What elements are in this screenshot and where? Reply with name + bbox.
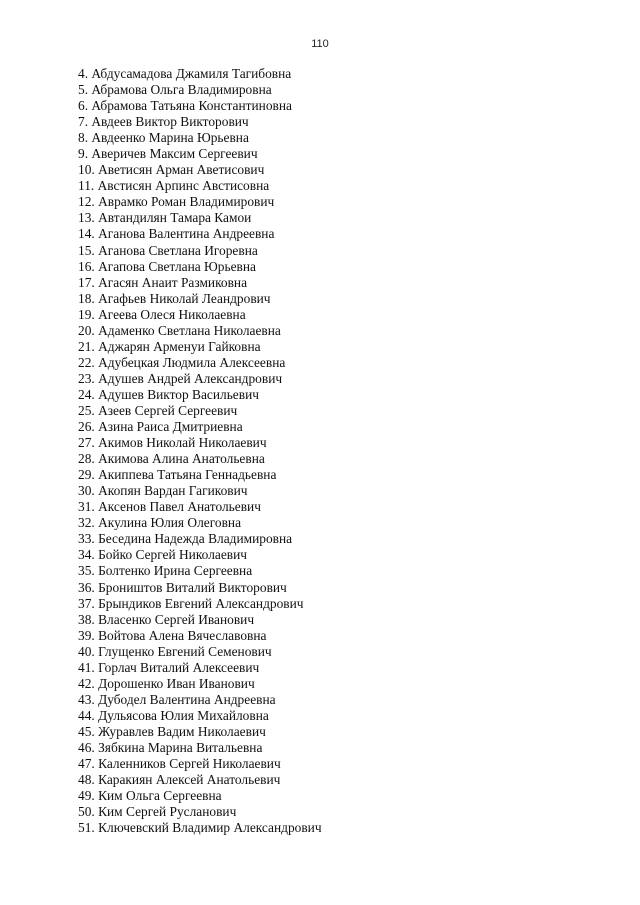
- list-item: 9. Аверичев Максим Сергеевич: [78, 146, 258, 162]
- list-item: 22. Адубецкая Людмила Алексеевна: [78, 354, 286, 370]
- list-item: 28. Акимова Алина Анатольевна: [78, 451, 265, 467]
- list-item: 41. Горлач Виталий Алексеевич: [78, 659, 260, 675]
- list-item: 14. Аганова Валентина Андреевна: [78, 226, 275, 242]
- list-item: 29. Акиппева Татьяна Геннадьевна: [78, 467, 277, 483]
- list-item: 21. Аджарян Арменуи Гайковна: [78, 338, 261, 354]
- list-item: 8. Авдеенко Марина Юрьевна: [78, 130, 249, 146]
- list-item: 13. Автандилян Тамара Камои: [78, 210, 252, 226]
- list-item: 43. Дубодел Валентина Андреевна: [78, 691, 276, 707]
- page-number: 110: [311, 38, 329, 50]
- list-item: 44. Дульясова Юлия Михайловна: [78, 707, 269, 723]
- list-item: 32. Акулина Юлия Олеговна: [78, 515, 242, 531]
- list-item: 12. Аврамко Роман Владимирович: [78, 194, 275, 210]
- list-item: 45. Журавлев Вадим Николаевич: [78, 723, 266, 739]
- list-item: 20. Адаменко Светлана Николаевна: [78, 322, 281, 338]
- list-item: 47. Каленников Сергей Николаевич: [78, 756, 281, 772]
- list-item: 31. Аксенов Павел Анатольевич: [78, 499, 261, 515]
- list-item: 16. Агапова Светлана Юрьевна: [78, 258, 256, 274]
- list-item: 48. Каракиян Алексей Анатольевич: [78, 772, 281, 788]
- list-item: 23. Адушев Андрей Александрович: [78, 370, 283, 386]
- list-item: 11. Австисян Арпинс Австисовна: [78, 178, 270, 194]
- list-item: 7. Авдеев Виктор Викторович: [78, 114, 249, 130]
- list-item: 4. Абдусамадова Джамиля Тагибовна: [78, 66, 292, 81]
- list-item: 27. Акимов Николай Николаевич: [78, 435, 267, 451]
- list-item: 40. Глущенко Евгений Семенович: [78, 643, 272, 659]
- list-item: 34. Бойко Сергей Николаевич: [78, 547, 247, 563]
- list-item: 15. Аганова Светлана Игоревна: [78, 242, 258, 258]
- name-list: [78, 66, 322, 836]
- list-item: 10. Аветисян Арман Аветисович: [78, 162, 265, 178]
- list-item: 26. Азина Раиса Дмитриевна: [78, 419, 243, 435]
- list-item: 24. Адушев Виктор Васильевич: [78, 386, 259, 402]
- list-item: 33. Беседина Надежда Владимировна: [78, 531, 293, 547]
- list-item: 17. Агасян Анаит Размиковна: [78, 274, 248, 290]
- list-item: 6. Абрамова Татьяна Константиновна: [78, 98, 292, 114]
- list-item: 49. Ким Ольга Сергеевна: [78, 788, 222, 804]
- list-item: 50. Ким Сергей Русланович: [78, 804, 237, 820]
- list-item: 37. Брындиков Евгений Александрович: [78, 595, 304, 611]
- list-item: 39. Войтова Алена Вячеславовна: [78, 627, 267, 643]
- list-item: 25. Азеев Сергей Сергеевич: [78, 402, 238, 418]
- list-item: 19. Агеева Олеся Николаевна: [78, 306, 246, 322]
- list-item: 18. Агафьев Николай Леандрович: [78, 290, 271, 306]
- list-item: 36. Броништов Виталий Викторович: [78, 579, 287, 595]
- list-item: 5. Абрамова Ольга Владимировна: [78, 82, 272, 98]
- list-item: 30. Акопян Вардан Гагикович: [78, 483, 248, 499]
- list-item: 46. Зябкина Марина Витальевна: [78, 739, 263, 755]
- list-item: 42. Дорошенко Иван Иванович: [78, 675, 255, 691]
- list-item: 38. Власенко Сергей Иванович: [78, 611, 255, 627]
- list-item: 35. Болтенко Ирина Сергеевна: [78, 563, 253, 579]
- list-item: 51. Ключевский Владимир Александрович: [78, 820, 322, 836]
